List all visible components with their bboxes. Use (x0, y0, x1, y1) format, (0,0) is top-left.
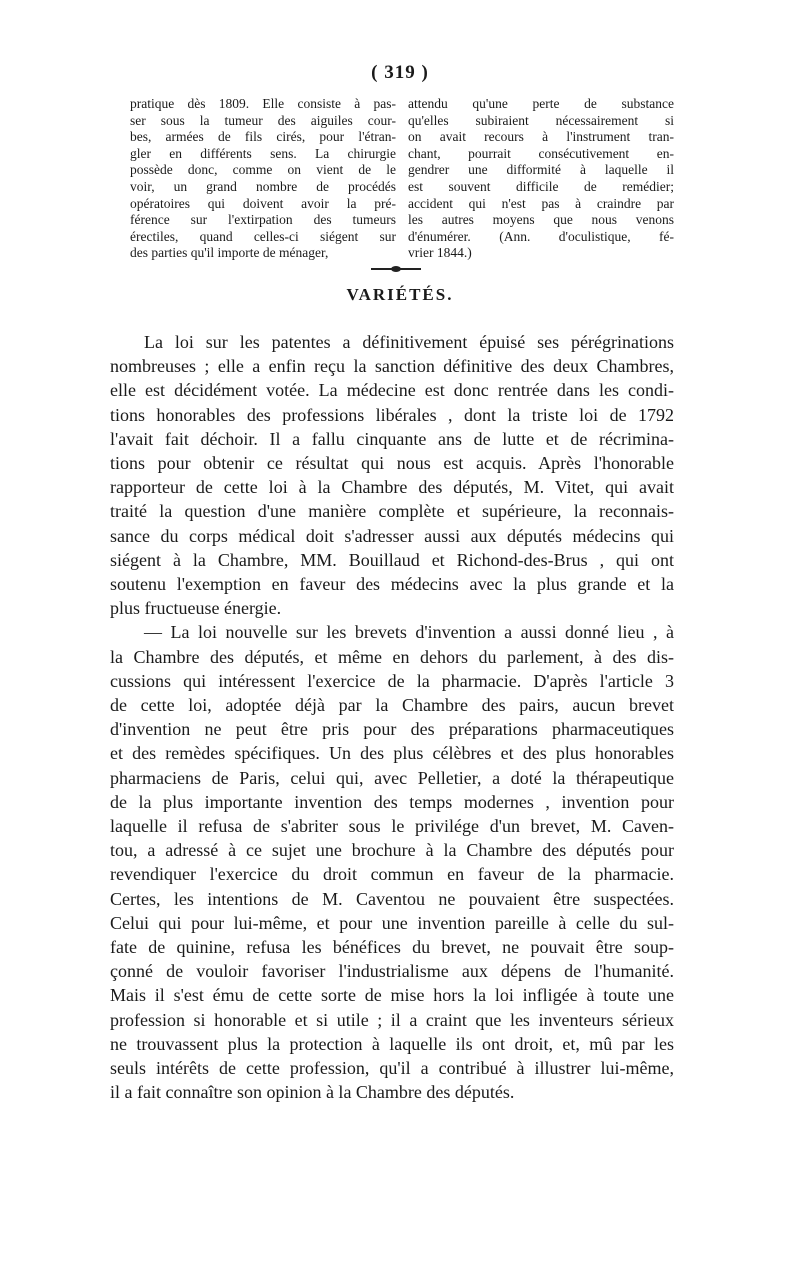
text-line: seuls intérêts de cette profession, qu'il a contribué à illustrer lui-même, (110, 1058, 674, 1079)
paragraph-brevets (110, 620, 674, 1104)
text-line: tions pour obtenir ce résultat qui nous est acquis. Après l'honorable (110, 453, 674, 474)
text-line: attendu qu'une perte de substance (408, 96, 674, 111)
page-number: ( 319 ) (371, 62, 429, 83)
text-line: ser sous la tumeur des aiguiles cour- (130, 112, 396, 128)
text-line: possède donc, comme on vient de le (130, 162, 396, 178)
text-line: d'invention ne peut être pris pour des préparations pharmaceutiques (110, 719, 674, 740)
text-line: tou, a adressé à ce sujet une brochure à la Chambre des députés pour (110, 840, 674, 861)
text-line: rapporteur de cette loi à la Chambre des députés, M. Vitet, qui avait (110, 477, 674, 498)
right-column (408, 96, 674, 262)
text-line: traité la question d'une manière complète et supérieure, la reconnais- (110, 501, 674, 522)
text-line: plus fructueuse énergie. (110, 598, 282, 619)
text-line: nombreuses ; elle a enfin reçu la sanction définitive des deux Chambres, (110, 356, 674, 377)
text-line: de la plus importante invention des temps modernes , invention pour (110, 791, 674, 812)
text-line: cussions qui intéressent l'exercice de la pharmacie. D'après l'article 3 (110, 670, 674, 691)
text-line: les autres moyens que nous venons (408, 212, 674, 228)
text-line: est souvent difficile de remédier; (408, 178, 674, 194)
text-line: on avait recours à l'instrument tran- (408, 129, 674, 145)
text-line: Mais il s'est ému de cette sorte de mise hors la loi infligée à toute une (110, 985, 674, 1006)
text-line: accident qui n'est pas à craindre par (408, 195, 674, 211)
text-line: sance du corps médical doit s'adresser aussi aux députés médecins qui (110, 525, 674, 546)
text-line: bes, armées de fils cirés, pour l'étran- (130, 129, 396, 145)
text-line: et des remèdes spécifiques. Un des plus célèbres et des plus honorables (110, 743, 674, 764)
text-line: profession si honorable et si utile ; il a craint que les inventeurs sérieux (110, 1009, 674, 1030)
text-line: tions honorables des professions libérales , dont la triste loi de 1792 (110, 404, 674, 425)
text-line: gler en différents sens. La chirurgie (130, 145, 396, 161)
text-line: siégent à la Chambre, MM. Bouillaud et Richond-des-Brus , qui ont (110, 549, 674, 570)
main-body-text (110, 330, 674, 1105)
ornamental-divider (371, 268, 421, 270)
text-line: des parties qu'il importe de ménager, (130, 245, 329, 261)
text-line: chant, pourrait consécutivement en- (408, 145, 674, 161)
text-line: pratique dès 1809. Elle consiste à pas- (130, 96, 396, 111)
text-line: qu'elles subiraient nécessairement si (408, 112, 674, 128)
section-title: VARIÉTÉS. (346, 285, 454, 304)
text-line: çonné de vouloir favoriser l'industrialisme aux dépens de l'humanité. (110, 961, 674, 982)
text-line: La loi sur les patentes a définitivement épuisé ses pérégrinations (144, 332, 674, 352)
text-line: revendiquer l'exercice du droit commun en faveur de la pharmacie. (110, 864, 674, 885)
text-line: il a fait connaître son opinion à la Chambre des députés. (110, 1082, 515, 1103)
text-line: elle est décidément votée. La médecine est donc rentrée dans les condi- (110, 380, 674, 401)
text-line: férence sur l'extirpation des tumeurs (130, 212, 396, 228)
text-line: opératoires qui doivent avoir la pré- (130, 195, 396, 211)
text-line: Celui qui pour lui-même, et pour une invention pareille à celle du sul- (110, 912, 674, 933)
text-line: pharmaciens de Paris, celui qui, avec Pelletier, a doté la thérapeutique (110, 767, 674, 788)
text-line: laquelle il refusa de s'abriter sous le privilége d'un brevet, M. Caven- (110, 816, 674, 837)
text-line: gendrer une difformité à laquelle il (408, 162, 674, 178)
text-line: érectiles, quand celles-ci siégent sur (130, 228, 396, 244)
paragraph-patents (110, 330, 674, 620)
text-line: fate de quinine, refusa les bénéfices du brevet, ne pouvait être soup- (110, 937, 674, 958)
text-line: soutenu l'exemption en faveur des médecins avec la plus grande et la (110, 574, 674, 595)
text-line: Certes, les intentions de M. Caventou ne pouvaient être suspectées. (110, 888, 674, 909)
text-line: — La loi nouvelle sur les brevets d'invention a aussi donné lieu , à (144, 622, 674, 643)
text-line: la Chambre des députés, et même en dehors du parlement, à des dis- (110, 646, 674, 667)
left-column (130, 96, 396, 262)
text-line: ne trouvassent plus la protection à laquelle ils ont droit, et, mû par les (110, 1033, 674, 1054)
text-line: l'avait fait déchoir. Il a fallu cinquante ans de lutte et de récrimina- (110, 428, 674, 449)
text-line: voir, un grand nombre de procédés (130, 178, 396, 194)
text-line: de cette loi, adoptée déjà par la Chambre des pairs, aucun brevet (110, 695, 674, 716)
text-line: vrier 1844.) (408, 245, 472, 261)
two-column-section (130, 96, 674, 262)
text-line: d'énumérer. (Ann. d'oculistique, fé- (408, 228, 674, 244)
